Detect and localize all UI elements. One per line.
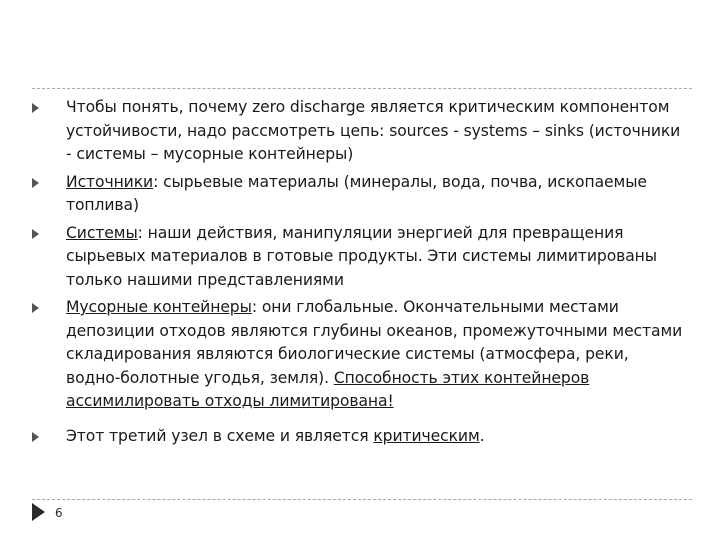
bullet-arrow-icon [32, 432, 39, 442]
bullet-list [26, 96, 686, 448]
bullet-text: : сырьевые материалы (минералы, вода, почва, ископаемые топлива) [66, 172, 647, 214]
bullet-item [26, 425, 686, 449]
bullet-text: Чтобы понять, почему zero discharge является критическим компонентом устойчивости, надо рассмотреть цепь: sources - systems – sinks (источники - системы – мусорные контейнеры) [66, 98, 681, 163]
bullet-item [26, 296, 686, 414]
bullet-term: Мусорные контейнеры [66, 298, 252, 316]
bullet-underlined-conclusion: Способность этих контейнеров ассимилировать отходы лимитирована! [66, 368, 590, 410]
bottom-divider [32, 499, 692, 500]
bullet-item [26, 222, 686, 293]
top-divider [32, 88, 692, 89]
bullet-term: Системы [66, 223, 138, 242]
bullet-text: Этот третий узел в схеме и является [66, 426, 374, 445]
bullet-arrow-icon [32, 303, 39, 313]
bullet-text-end: . [479, 426, 485, 445]
bullet-arrow-icon [32, 103, 39, 113]
bullet-item [26, 171, 686, 218]
bullet-text: : они глобальные. Окончательными местами депозиции отходов являются глубины океанов, промежуточными местами складирования являются биологические системы (атмосфера, реки, водно-болотные угодья, земля). [66, 298, 683, 387]
bullet-arrow-icon [32, 178, 39, 188]
bullet-item [26, 96, 686, 167]
bullet-arrow-icon [32, 229, 39, 239]
bullet-underlined-word: критическим [373, 426, 480, 445]
page-number: 6 [55, 506, 63, 520]
bullet-text: : наши действия, манипуляции энергией для превращения сырьевых материалов в готовые продукты. Эти системы лимитированы только нашими представлениями [66, 223, 657, 289]
page-marker-icon [32, 503, 45, 521]
bullet-term: Источники [66, 172, 154, 191]
